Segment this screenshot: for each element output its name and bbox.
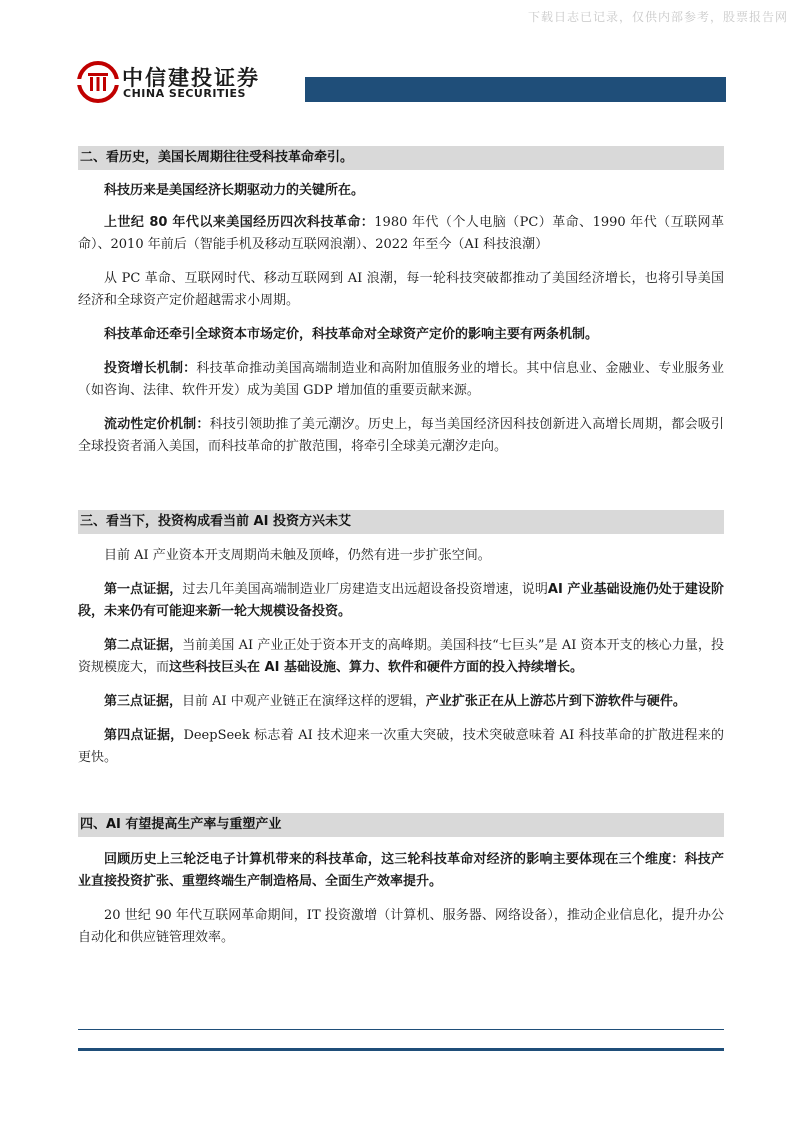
paragraph: 上世纪 80 年代以来美国经历四次科技革命：1980 年代（个人电脑（PC）革命、1990 年代（互联网革命）、2010 年前后（智能手机及移动互联网浪潮）、2022 年至今（AI 科技浪潮） (78, 215, 724, 252)
paragraph: 第四点证据，DeepSeek 标志着 AI 技术迎来一次重大突破，技术突破意味着 AI 科技革命的扩散进程来的更快。 (78, 728, 724, 765)
paragraph: 第一点证据，过去几年美国高端制造业厂房建造支出远超设备投资增速，说明AI 产业基础设施仍处于建设阶段，未来仍有可能迎来新一轮大规模设备投资。 (78, 582, 724, 619)
section-heading-current: 三、看当下，投资构成看当前 AI 投资方兴未艾 (78, 510, 724, 534)
document-body (78, 146, 724, 949)
citic-logo-icon (76, 60, 120, 104)
watermark-text: 下载日志已记录，仅供内部参考，股票报告网 (527, 10, 788, 24)
paragraph: 科技革命还牵引全球资本市场定价，科技革命对全球资产定价的影响主要有两条机制。 (104, 327, 599, 342)
paragraph: 回顾历史上三轮泛电子计算机带来的科技革命，这三轮科技革命对经济的影响主要体现在三个维度：科技产业直接投资扩张、重塑终端生产制造格局、全面生产效率提升。 (78, 852, 724, 889)
paragraph: 科技历来是美国经济长期驱动力的关键所在。 (104, 183, 365, 198)
page-header (76, 60, 726, 104)
logo-chinese-name: 中信建投证券 (122, 66, 260, 90)
section-heading-ai-productivity: 四、AI 有望提高生产率与重塑产业 (78, 813, 724, 837)
section-heading-history: 二、看历史，美国长周期往往受科技革命牵引。 (78, 146, 724, 170)
paragraph: 20 世纪 90 年代互联网革命期间，IT 投资激增（计算机、服务器、网络设备），推动企业信息化，提升办公自动化和供应链管理效率。 (78, 908, 724, 945)
paragraph: 目前 AI 产业资本开支周期尚未触及顶峰，仍然有进一步扩张空间。 (104, 548, 491, 563)
paragraph: 流动性定价机制：科技引领助推了美元潮汐。历史上，每当美国经济因科技创新进入高增长周期，都会吸引全球投资者涌入美国，而科技革命的扩散范围，将牵引全球美元潮汐走向。 (78, 417, 724, 454)
footer-divider-thick (78, 1048, 724, 1051)
paragraph: 第三点证据，目前 AI 中观产业链正在演绎这样的逻辑，产业扩张正在从上游芯片到下游软件与硬件。 (104, 694, 686, 709)
header-bar (305, 77, 726, 102)
paragraph: 第二点证据，当前美国 AI 产业正处于资本开支的高峰期。美国科技“七巨头”是 AI 资本开支的核心力量，投资规模庞大，而这些科技巨头在 AI 基础设施、算力、软件和硬件方面的投入持续增长。 (78, 638, 724, 675)
logo-english-name: CHINA SECURITIES (123, 87, 246, 100)
footer-divider (78, 1029, 724, 1030)
paragraph: 投资增长机制：科技革命推动美国高端制造业和高附加值服务业的增长。其中信息业、金融业、专业服务业（如咨询、法律、软件开发）成为美国 GDP 增加值的重要贡献来源。 (78, 361, 724, 398)
paragraph: 从 PC 革命、互联网时代、移动互联网到 AI 浪潮，每一轮科技突破都推动了美国经济增长，也将引导美国经济和全球资产定价超越需求小周期。 (78, 271, 724, 308)
